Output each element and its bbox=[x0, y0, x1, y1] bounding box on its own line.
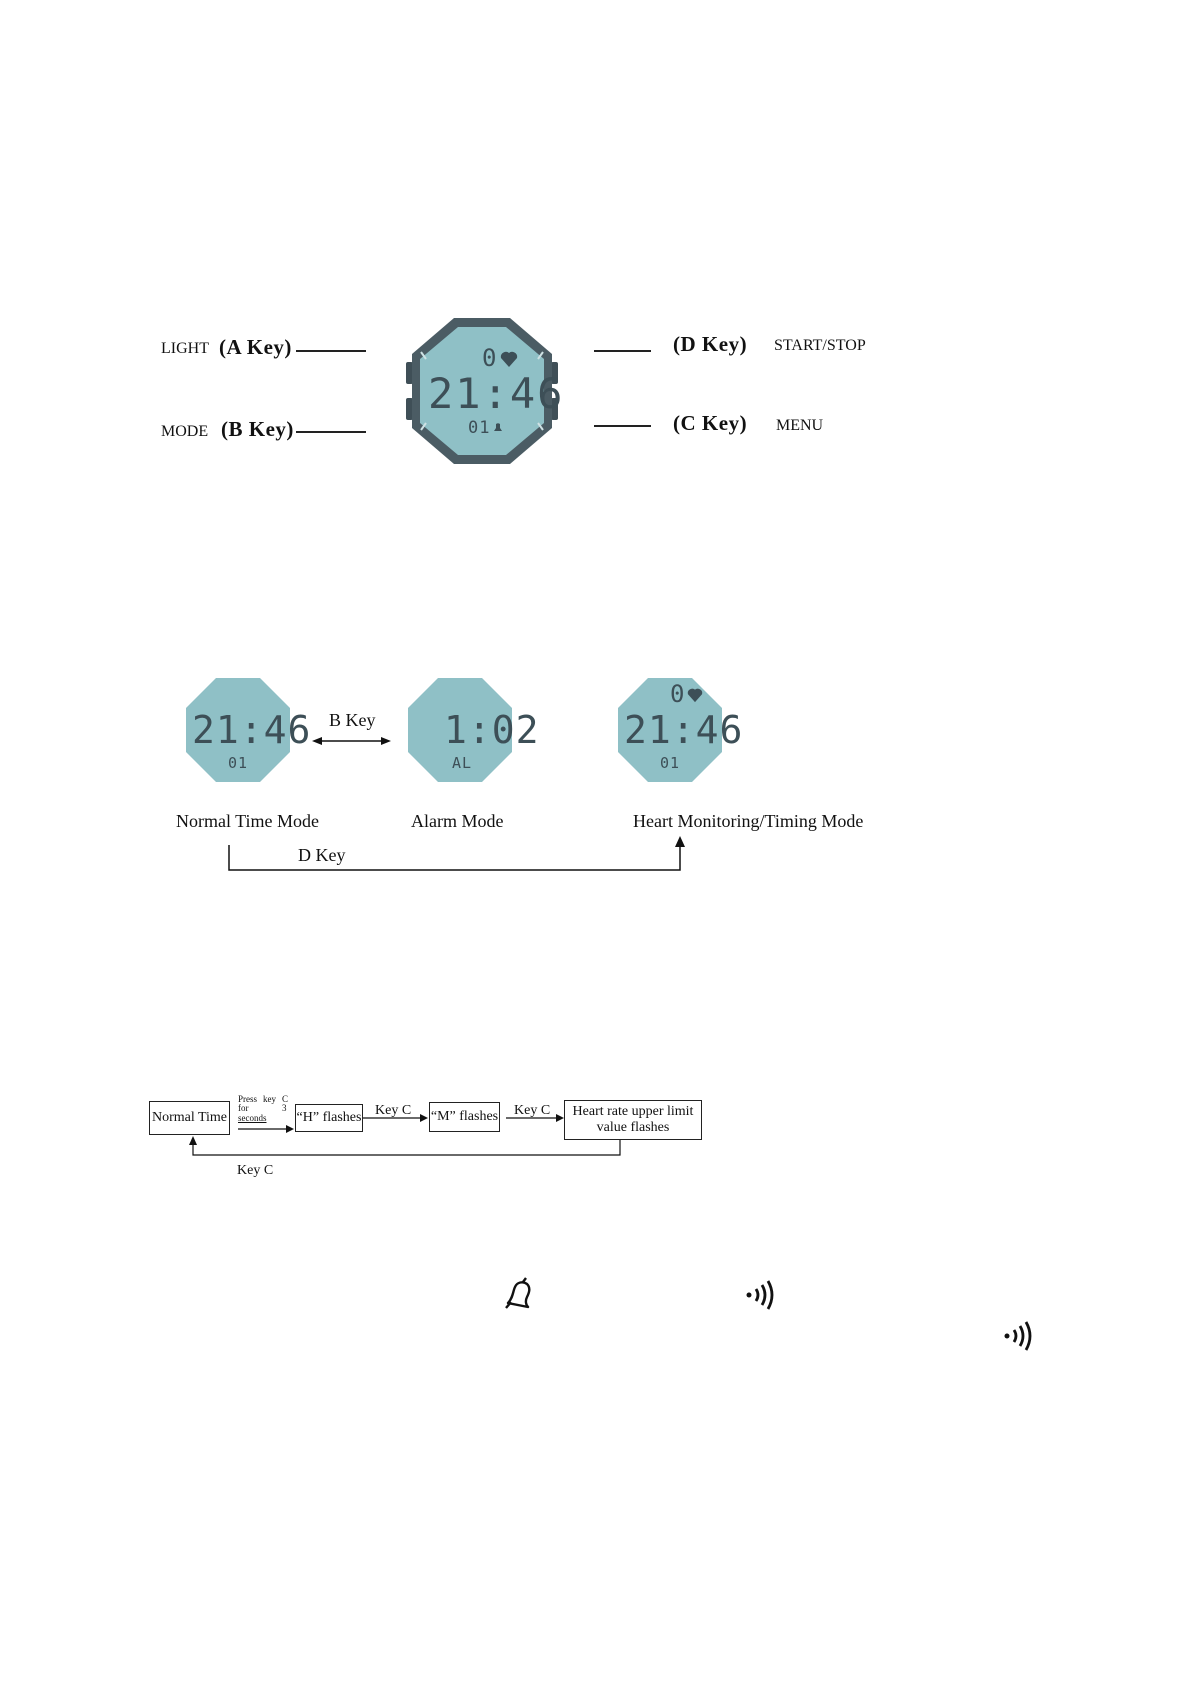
press-note-mid: key bbox=[263, 1094, 276, 1104]
heart-monitoring-caption: Heart Monitoring/Timing Mode bbox=[633, 811, 864, 831]
flow-heart-limit-box: Heart rate upper limit value flashes bbox=[564, 1100, 702, 1140]
d-key-arrow-label: D Key bbox=[298, 845, 346, 865]
menu-label: MENU bbox=[776, 417, 824, 434]
flow-m-flashes-box: “M” flashes bbox=[429, 1102, 500, 1132]
vibration-signal-icon bbox=[1003, 1321, 1037, 1351]
press-note-right: C 3 bbox=[282, 1094, 289, 1114]
normal-screen-bottom: 01 bbox=[228, 754, 249, 772]
start-stop-label: START/STOP bbox=[774, 337, 866, 354]
b-key-label: (B Key) bbox=[221, 417, 294, 441]
alarm-caption: Alarm Mode bbox=[411, 811, 504, 831]
alarm-bell-icon bbox=[504, 1276, 534, 1310]
heart-screen-time: 21:46 bbox=[624, 708, 744, 752]
b-key-arrow-label: B Key bbox=[329, 710, 376, 730]
a-key-label: (A Key) bbox=[219, 335, 292, 359]
mode-label: MODE bbox=[161, 423, 209, 440]
lcd-top-digit: 0 bbox=[482, 344, 498, 372]
vibration-signal-icon bbox=[745, 1280, 779, 1310]
flow-normal-time-box: Normal Time bbox=[149, 1101, 230, 1135]
lcd-bottom: 01 bbox=[468, 418, 491, 438]
heart-screen-bottom: 01 bbox=[660, 754, 681, 772]
flow-key-c-label-2: Key C bbox=[514, 1103, 551, 1118]
flow-h-flashes-box: “H” flashes bbox=[295, 1104, 363, 1132]
alarm-screen-time: 1:02 bbox=[444, 708, 540, 752]
normal-screen-time: 21:46 bbox=[192, 708, 312, 752]
lcd-time: 21:46 bbox=[428, 369, 565, 418]
light-label: LIGHT bbox=[161, 340, 209, 357]
c-key-label: (C Key) bbox=[673, 411, 748, 435]
flow-key-c-label-1: Key C bbox=[375, 1103, 412, 1118]
flow-key-c-return-label: Key C bbox=[237, 1163, 274, 1178]
normal-time-caption: Normal Time Mode bbox=[176, 811, 320, 831]
heart-screen-top: 0 bbox=[670, 680, 686, 708]
alarm-screen-bottom: AL bbox=[452, 754, 473, 772]
d-key-label: (D Key) bbox=[673, 332, 748, 356]
press-note-left: Press for seconds bbox=[238, 1094, 267, 1123]
